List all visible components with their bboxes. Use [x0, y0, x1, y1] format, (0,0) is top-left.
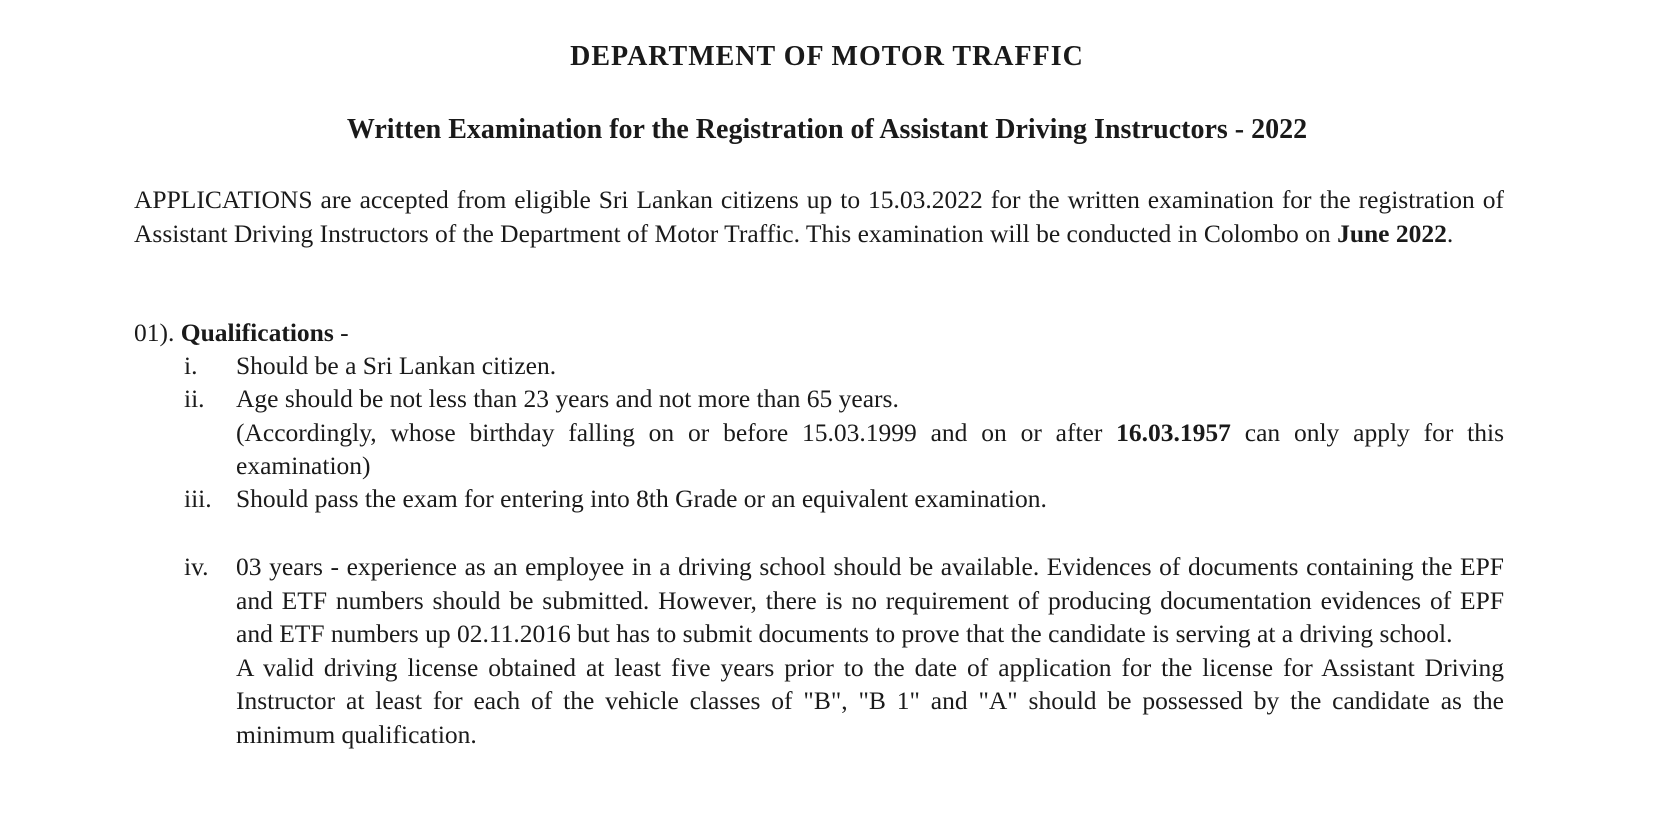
item-numeral: iii.	[184, 484, 212, 513]
intro-paragraph	[134, 183, 1504, 250]
qualification-item-2	[184, 382, 1504, 483]
item-numeral: iv.	[184, 552, 209, 581]
intro-exam-date: June 2022	[1337, 218, 1447, 248]
qualification-item-3	[184, 482, 1504, 516]
item-numeral: i.	[184, 351, 198, 380]
item-text: 03 years - experience as an employee in a driving school should be available. Evidences of documents containing the EPF and ETF numbers should be submitted. However, there is no requirement of producing documentation evidences of EPF and ETF numbers up 02.11.2016 but has to submit documents to prove that the candidate is serving at a driving school.	[236, 552, 1504, 648]
item-text: Age should be not less than 23 years and not more than 65 years.	[236, 384, 899, 413]
qualifications-heading	[134, 316, 349, 350]
qualification-item-1	[184, 349, 1504, 383]
department-heading: DEPARTMENT OF MOTOR TRAFFIC	[570, 41, 1084, 72]
item-note-date: 16.03.1957	[1116, 417, 1231, 447]
qualification-item-4	[184, 550, 1504, 751]
item-text: Should be a Sri Lankan citizen.	[236, 351, 557, 380]
section-title: Qualifications	[180, 318, 334, 347]
item-numeral: ii.	[184, 384, 205, 413]
item-text: Should pass the exam for entering into 8th Grade or an equivalent examination.	[236, 484, 1047, 513]
section-title-suffix: -	[333, 318, 349, 347]
item-note-text: (Accordingly, whose birthday falling on or before 15.03.1999 and on or after	[236, 417, 1117, 447]
item-text-license: A valid driving license obtained at least five years prior to the date of application for the license for Assistant Driving Instructor at least for each of the vehicle classes of "B", "B 1" and "A" should be possessed by the candidate as the minimum qualification.	[236, 652, 1504, 749]
section-number: 01).	[134, 318, 175, 347]
item-note-text-end: can only apply for this examination)	[236, 417, 1505, 480]
intro-text-end: .	[1446, 218, 1454, 248]
exam-title: Written Examination for the Registration of Assistant Driving Instructors - 2022	[346, 114, 1308, 145]
item-note	[236, 416, 1504, 483]
intro-text: APPLICATIONS are accepted from eligible Sri Lankan citizens up to 15.03.2022 for the written examination for the registration of Assistant Driving Instructors of the Department of Motor Traffic. This examination will be conducted in Colombo on	[134, 185, 1504, 248]
